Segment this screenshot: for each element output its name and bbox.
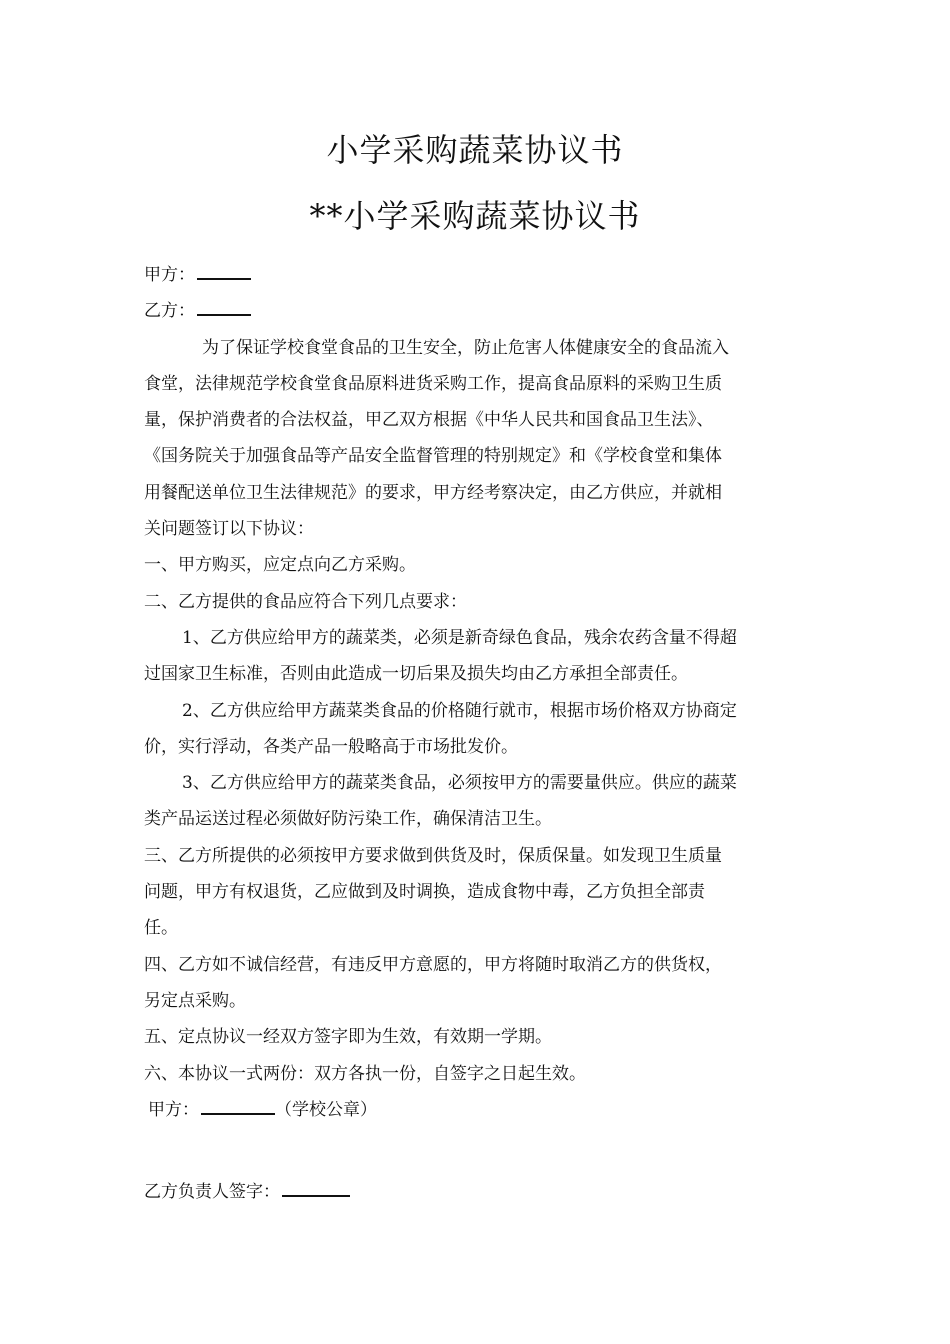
- intro-line: 《国务院关于加强食品等产品安全监督管理的特别规定》和《学校食堂和集体: [144, 446, 722, 467]
- signature-party-a: [144, 1092, 806, 1128]
- signature-party-b-label: 乙方负责人签字：: [144, 1182, 280, 1203]
- intro-line: 为了保证学校食堂食品的卫生安全，防止危害人体健康安全的食品流入: [202, 337, 729, 358]
- intro-line: 用餐配送单位卫生法律规范》的要求，甲方经考察决定，由乙方供应，并就相: [144, 482, 722, 503]
- signature-party-b: [144, 1174, 806, 1210]
- intro-line: 食堂，法律规范学校食堂食品原料进货采购工作，提高食品原料的采购卫生质: [144, 373, 722, 394]
- party-b-line: [144, 293, 806, 329]
- clause-3-line: 问题，甲方有权退货，乙应做到及时调换，造成食物中毒，乙方负担全部责: [144, 882, 705, 903]
- signature-party-b-blank: [282, 1175, 350, 1197]
- item-1-line: 过国家卫生标准，否则由此造成一切后果及损失均由乙方承担全部责任。: [144, 664, 688, 685]
- school-seal-note: （学校公章）: [275, 1099, 377, 1120]
- document-title: 小学采购蔬菜协议书: [326, 131, 624, 169]
- party-a-blank: [197, 258, 251, 280]
- clause-2: 二、乙方提供的食品应符合下列几点要求：: [144, 591, 467, 612]
- item-2-line: 2、乙方供应给甲方蔬菜类食品的价格随行就市，根据市场价格双方协商定: [182, 700, 737, 721]
- clause-3-line: 三、乙方所提供的必须按甲方要求做到供货及时，保质保量。如发现卫生质量: [144, 845, 722, 866]
- clause-4-line: 另定点采购。: [144, 990, 246, 1011]
- party-a-line: [144, 257, 806, 293]
- intro-line: 关问题签订以下协议：: [144, 519, 314, 540]
- party-b-label: 乙方：: [144, 301, 195, 322]
- intro-line: 量，保护消费者的合法权益，甲乙双方根据《中华人民共和国食品卫生法》、: [144, 410, 714, 431]
- clause-6: 六、本协议一式两份：双方各执一份，自签字之日起生效。: [144, 1063, 586, 1084]
- party-a-label: 甲方：: [144, 265, 195, 285]
- signature-party-a-label: 甲方：: [148, 1099, 199, 1120]
- clause-3-line: 任。: [144, 918, 178, 939]
- item-1-line: 1、乙方供应给甲方的蔬菜类，必须是新奇绿色食品，残余农药含量不得超: [182, 627, 737, 648]
- item-3-line: 类产品运送过程必须做好防污染工作，确保清洁卫生。: [144, 809, 552, 830]
- document-body: [144, 257, 806, 1210]
- clause-1: 一、甲方购买，应定点向乙方采购。: [144, 555, 416, 576]
- document-subtitle: **小学采购蔬菜协议书: [309, 197, 641, 235]
- item-3-line: 3、乙方供应给甲方的蔬菜类食品，必须按甲方的需要量供应。供应的蔬菜: [182, 773, 737, 794]
- party-b-blank: [197, 294, 251, 316]
- clause-4-line: 四、乙方如不诚信经营，有违反甲方意愿的，甲方将随时取消乙方的供货权，: [144, 954, 722, 975]
- item-2-line: 价，实行浮动，各类产品一般略高于市场批发价。: [144, 736, 518, 757]
- signature-party-a-blank: [201, 1093, 275, 1115]
- clause-5: 五、定点协议一经双方签字即为生效，有效期一学期。: [144, 1027, 552, 1048]
- signature-gap: [144, 1128, 806, 1174]
